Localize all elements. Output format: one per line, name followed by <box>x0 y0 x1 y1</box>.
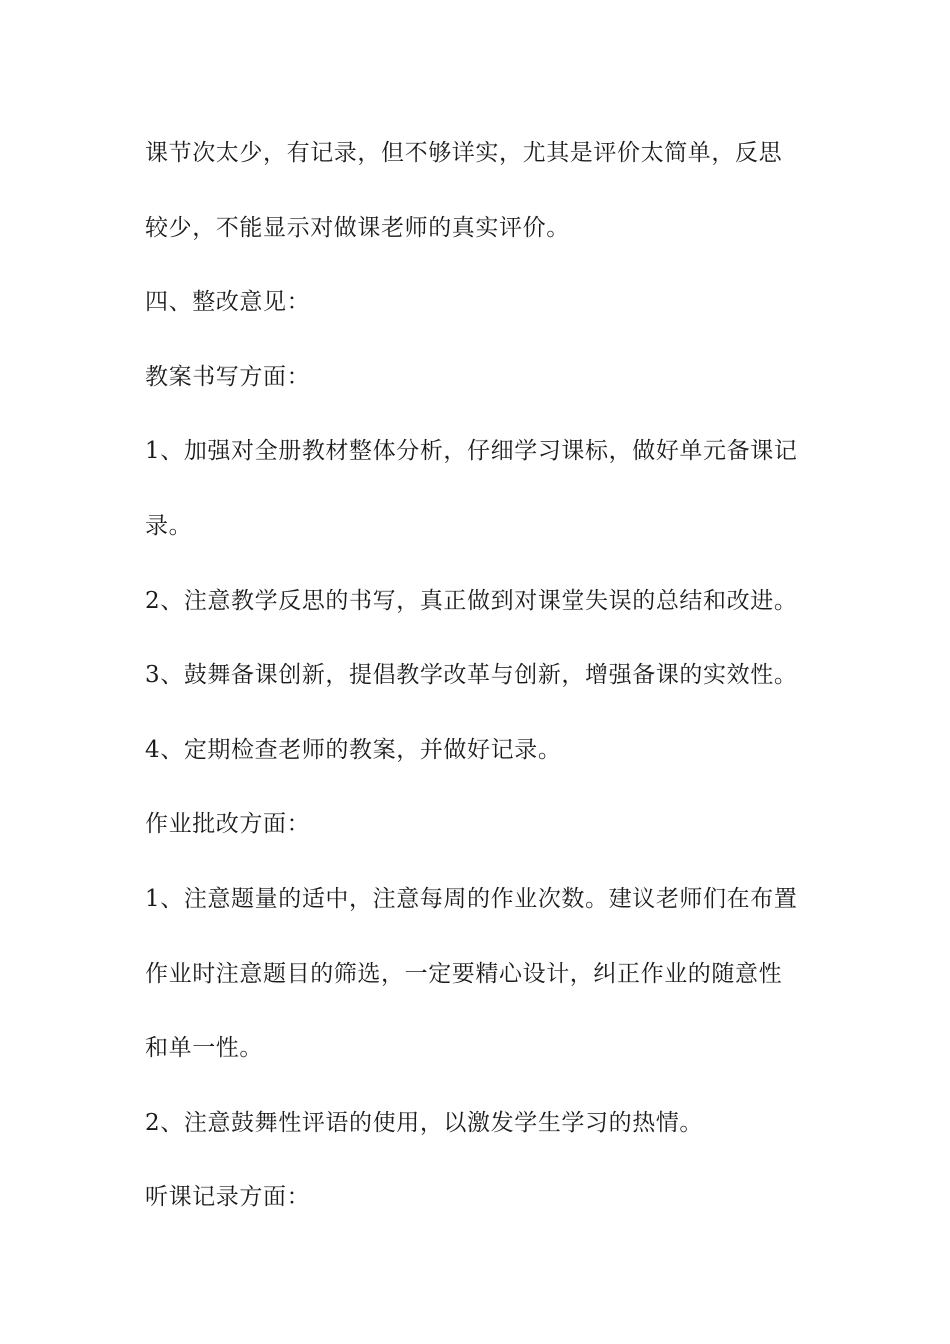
list-item-lesson-1: 1、加强对全册教材整体分析，仔细学习课标，做好单元备课记 <box>145 438 798 465</box>
list-item-homework-1-cont: 作业时注意题目的筛选，一定要精心设计，纠正作业的随意性 <box>145 960 783 987</box>
subheading-lesson-plans: 教案书写方面： <box>145 363 311 390</box>
text-line-continuation: 课节次太少，有记录，但不够详实，尤其是评价太简单，反思 <box>145 140 783 166</box>
list-item-homework-1: 1、注意题量的适中，注意每周的作业次数。建议老师们在布置 <box>145 885 798 912</box>
list-item-homework-2: 2、注意鼓舞性评语的使用，以激发学生学习的热情。 <box>145 1109 704 1136</box>
subheading-homework: 作业批改方面： <box>145 811 311 838</box>
text-line-continuation: 较少，不能显示对做课老师的真实评价。 <box>145 214 570 241</box>
list-item-lesson-1-cont: 录。 <box>145 512 193 539</box>
subheading-lesson-observation: 听课记录方面： <box>145 1184 311 1211</box>
document-body <box>145 133 815 1252</box>
section-heading-rectification: 四、整改意见： <box>145 289 311 316</box>
list-item-lesson-4: 4、定期检查老师的教案，并做好记录。 <box>145 736 562 763</box>
list-item-lesson-2: 2、注意教学反思的书写，真正做到对课堂失误的总结和改进。 <box>145 587 798 614</box>
list-item-homework-1-cont2: 和单一性。 <box>145 1035 263 1062</box>
list-item-lesson-3: 3、鼓舞备课创新，提倡教学改革与创新，增强备课的实效性。 <box>145 662 798 689</box>
